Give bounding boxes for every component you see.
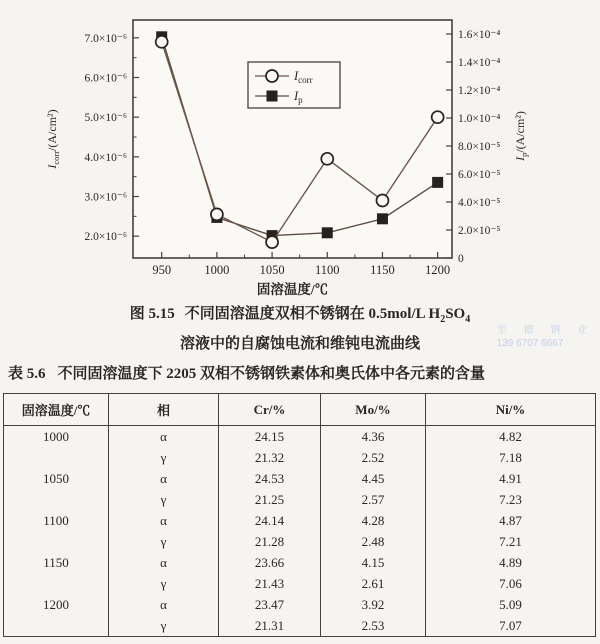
table-cell: 4.15 — [321, 552, 426, 573]
composition-table — [3, 393, 596, 637]
svg-text:5.0×10⁻⁶: 5.0×10⁻⁶ — [84, 112, 127, 125]
svg-text:3.0×10⁻⁶: 3.0×10⁻⁶ — [84, 191, 127, 204]
legend-label-icorr: Icorr — [294, 69, 313, 85]
figure-number: 图 5.15 — [129, 306, 175, 322]
watermark-phone: 139 6707 6667 — [496, 338, 564, 349]
svg-text:1050: 1050 — [259, 263, 285, 277]
svg-text:7.0×10⁻⁶: 7.0×10⁻⁶ — [84, 32, 127, 45]
table-row — [4, 426, 596, 448]
icorr-marker — [266, 70, 278, 82]
table-cell: 1200 — [43, 597, 69, 612]
table-cell: α — [109, 594, 219, 615]
table-cell: 5.09 — [426, 594, 596, 615]
table-cell: γ — [109, 447, 219, 468]
table-cell — [4, 447, 109, 468]
svg-text:1.4×10⁻⁴: 1.4×10⁻⁴ — [458, 57, 501, 69]
table-row — [4, 510, 596, 531]
table-title-text: 不同固溶温度下 2205 双相不锈钢铁素体和奥氏体中各元素的含量 — [57, 366, 486, 382]
svg-text:2.0×10⁻⁵: 2.0×10⁻⁵ — [458, 225, 501, 237]
svg-text:1100: 1100 — [314, 263, 340, 277]
table-cell: 21.25 — [219, 489, 321, 510]
table-cell: 2.53 — [321, 615, 426, 637]
right-axis-title: Ip/(A/cm²) — [513, 111, 529, 161]
table-row — [4, 573, 596, 594]
ip-marker — [267, 91, 278, 102]
table-cell — [4, 615, 109, 637]
table-cell: 24.53 — [219, 468, 321, 489]
header-temperature: 固溶温度/℃ — [4, 394, 109, 426]
svg-text:6.0×10⁻⁵: 6.0×10⁻⁵ — [458, 169, 501, 181]
table-cell: 21.31 — [219, 615, 321, 637]
table-cell: 2.57 — [321, 489, 426, 510]
svg-text:1000: 1000 — [204, 263, 230, 277]
table-cell: γ — [109, 489, 219, 510]
table-cell: γ — [109, 531, 219, 552]
figure-5-15-chart — [0, 0, 600, 302]
ip-marker — [377, 213, 388, 224]
figure-caption-line2: 溶液中的自腐蚀电流和维钝电流曲线 — [179, 336, 420, 352]
table-cell: 23.66 — [219, 552, 321, 573]
table-cell: 2.61 — [321, 573, 426, 594]
table-header-row — [4, 394, 596, 426]
svg-text:1.2×10⁻⁴: 1.2×10⁻⁴ — [458, 85, 501, 97]
x-axis-title: 固溶温度/℃ — [256, 282, 329, 297]
table-cell: 4.28 — [321, 510, 426, 531]
table-row — [4, 552, 596, 573]
table-cell: 7.07 — [426, 615, 596, 637]
table-cell: 3.92 — [321, 594, 426, 615]
table-cell: 4.45 — [321, 468, 426, 489]
table-cell: 7.21 — [426, 531, 596, 552]
icorr-marker — [432, 111, 444, 123]
svg-text:8.0×10⁻⁵: 8.0×10⁻⁵ — [458, 141, 501, 153]
table-row — [4, 594, 596, 615]
ip-marker — [322, 227, 333, 238]
table-title — [8, 362, 596, 383]
table-cell: 1150 — [43, 555, 69, 570]
svg-text:1200: 1200 — [425, 263, 451, 277]
table-cell: 4.89 — [426, 552, 596, 573]
icorr-marker — [376, 194, 388, 206]
table-cell — [4, 531, 109, 552]
svg-text:950: 950 — [152, 263, 172, 277]
table-row — [4, 531, 596, 552]
table-row — [4, 447, 596, 468]
table-cell: 24.15 — [219, 426, 321, 448]
table-cell: α — [109, 510, 219, 531]
legend-label-ip: Ip — [294, 89, 303, 105]
table-cell: 4.87 — [426, 510, 596, 531]
icorr-marker — [156, 36, 168, 48]
table-cell: α — [109, 468, 219, 489]
table-cell: 1100 — [43, 513, 69, 528]
table-cell: 21.28 — [219, 531, 321, 552]
svg-text:1150: 1150 — [370, 263, 395, 277]
svg-text:6.0×10⁻⁶: 6.0×10⁻⁶ — [84, 72, 127, 85]
ip-marker — [432, 177, 443, 188]
table-cell — [4, 489, 109, 510]
table-cell: 1050 — [43, 471, 69, 486]
svg-text:2.0×10⁻⁶: 2.0×10⁻⁶ — [84, 231, 127, 244]
table-cell: γ — [109, 615, 219, 637]
header-cr: Cr/% — [219, 394, 321, 426]
table-cell: 7.18 — [426, 447, 596, 468]
table-cell: 4.36 — [321, 426, 426, 448]
figure-caption-text-b: SO — [445, 306, 466, 322]
table-cell: 7.06 — [426, 573, 596, 594]
icorr-marker — [321, 153, 333, 165]
table-number: 表 5.6 — [8, 366, 46, 382]
table-cell: 4.82 — [426, 426, 596, 448]
table-cell: 21.43 — [219, 573, 321, 594]
table-cell: 23.47 — [219, 594, 321, 615]
table-cell: 2.48 — [321, 531, 426, 552]
watermark — [497, 324, 594, 350]
table-cell: α — [109, 552, 219, 573]
svg-text:4.0×10⁻⁵: 4.0×10⁻⁵ — [458, 197, 501, 209]
svg-text:1.0×10⁻⁴: 1.0×10⁻⁴ — [458, 113, 501, 125]
table-cell: 21.32 — [219, 447, 321, 468]
table-cell — [4, 573, 109, 594]
svg-text:1.6×10⁻⁴: 1.6×10⁻⁴ — [458, 29, 501, 41]
header-phase: 相 — [109, 394, 219, 426]
figure-caption-sub1: 2 — [440, 314, 446, 325]
table-cell: 2.52 — [321, 447, 426, 468]
table-row — [4, 615, 596, 637]
header-mo: Mo/% — [321, 394, 426, 426]
table-cell: 24.14 — [219, 510, 321, 531]
table-cell: 1000 — [43, 429, 69, 444]
header-ni: Ni/% — [426, 394, 596, 426]
watermark-company: 至 德 钢 业 — [496, 325, 594, 336]
table-cell: 7.23 — [426, 489, 596, 510]
table-cell: γ — [109, 573, 219, 594]
svg-text:0: 0 — [458, 253, 464, 265]
icorr-marker — [211, 208, 223, 220]
svg-text:4.0×10⁻⁶: 4.0×10⁻⁶ — [84, 151, 127, 164]
table-cell: 4.91 — [426, 468, 596, 489]
table-row — [4, 468, 596, 489]
left-axis-title: Icorr/(A/cm²) — [45, 109, 61, 169]
icorr-marker — [266, 236, 278, 248]
table-cell: α — [109, 426, 219, 448]
figure-caption-text-a: 不同固溶温度双相不锈钢在 0.5mol/L H — [184, 306, 441, 322]
table-row — [4, 489, 596, 510]
figure-caption-sub2: 4 — [465, 314, 471, 325]
